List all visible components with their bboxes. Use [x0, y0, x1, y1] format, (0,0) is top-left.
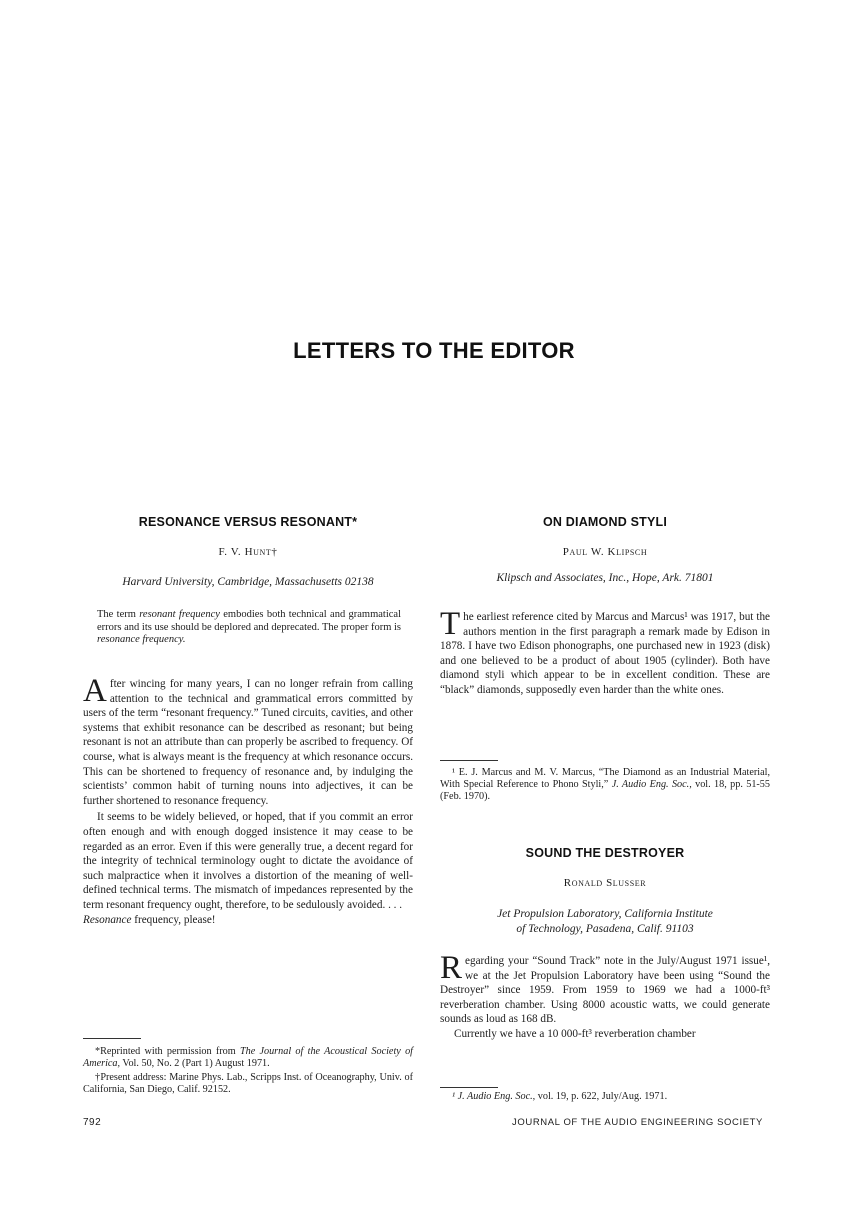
paragraph: Currently we have a 10 000-ft³ reverberation chamber [454, 1027, 696, 1040]
paragraph [440, 950, 770, 1027]
article-affiliation [440, 907, 770, 937]
footnote-text: *Reprinted with permission from [95, 1046, 240, 1057]
paragraph [83, 673, 413, 808]
journal-name: JOURNAL OF THE AUDIO ENGINEERING SOCIETY [512, 1117, 763, 1128]
footnote-rule [83, 1038, 141, 1039]
page-heading: LETTERS TO THE EDITOR [293, 338, 575, 363]
article-body [440, 606, 770, 698]
abstract-text: embodies both technical and grammatical errors and its use should be deplored and deprecated. The proper form is [97, 609, 401, 633]
article-title: RESONANCE VERSUS RESONANT* [138, 515, 358, 529]
article-body [83, 673, 413, 927]
footnote-emphasis: J. Audio Eng. Soc., [611, 779, 692, 790]
footnote-emphasis: The Journal of the Acoustical Society of America, [83, 1046, 413, 1069]
footnote-emphasis: ¹ J. Audio Eng. Soc., [452, 1091, 536, 1102]
article-title: ON DIAMOND STYLI [542, 515, 668, 529]
affiliation-line: of Technology, Pasadena, Calif. 91103 [516, 923, 694, 935]
footnote-text: Vol. 50, No. 2 (Part 1) August 1971. [120, 1058, 270, 1069]
page-number: 792 [83, 1117, 102, 1128]
article-author: Ronald Slusser [563, 877, 647, 889]
paragraph [83, 810, 413, 927]
paragraph-text: frequency, please! [131, 913, 216, 926]
footnote [440, 1091, 770, 1103]
abstract-emphasis: resonance frequency. [97, 634, 186, 645]
paragraph-text: egarding your “Sound Track” note in the July/August 1971 issue¹, we at the Jet Propulsion Laboratory have been using “Sound the Destroyer” since 1959. From 1959 to 1969 we had a 1000-ft³ reverberation chamber. Using 8000 acoustic watts, we could generate sounds as loud as 168 dB. [440, 955, 770, 1026]
footnote-rule [440, 760, 498, 761]
article-author: Paul W. Klipsch [562, 546, 648, 558]
article-body [440, 950, 770, 1042]
footnotes [440, 767, 770, 803]
article-abstract [97, 609, 401, 647]
paragraph [440, 606, 770, 698]
article-affiliation: Klipsch and Associates, Inc., Hope, Ark. 71801 [496, 572, 714, 584]
paragraph-text: he earliest reference cited by Marcus and Marcus¹ was 1917, but the authors mention in the first paragraph a remark made by Edison in 1878. I have two Edison phonographs, one purchased new in 1923 (disk) and one believed to be a product of about 1905 (cylinder). Both have diamond styli which appear to be in excellent condition. These are “black” diamonds, supposedly even harder than the white ones. [440, 611, 770, 696]
footnote: †Present address: Marine Phys. Lab., Scripps Inst. of Oceanography, Univ. of California, San Diego, Calif. 92152. [83, 1072, 413, 1095]
affiliation-line: Jet Propulsion Laboratory, California Institute [497, 908, 713, 920]
drop-cap: A [83, 673, 107, 709]
footnote [440, 767, 770, 803]
footnote-text: ¹ E. J. Marcus and M. V. Marcus, “The Diamond as an Industrial Material, With Special Reference to Phono Styli,” [440, 767, 770, 790]
footnote-text: vol. 19, p. 622, July/Aug. 1971. [535, 1091, 668, 1102]
footnote-text: vol. 18, pp. 51-55 (Feb. 1970). [440, 779, 770, 802]
article-affiliation: Harvard University, Cambridge, Massachusetts 02138 [122, 576, 374, 588]
footnote-rule [440, 1087, 498, 1088]
footnote [83, 1046, 413, 1070]
drop-cap: T [440, 606, 461, 642]
paragraph-text: It seems to be widely believed, or hoped, that if you commit an error often enough and with enough dogged insistence it may cease to be regarded as an error. Even if this were generally true, a decent regard for the integrity of technical terminology ought to dictate the avoidance of such malpractice when it involves a distortion of the meaning of well-defined technical terms. The mismatch of impedances represented by the term resonant frequency ought, therefore, to be sedulously avoided. . . . [83, 811, 413, 911]
emphasis: Resonance [83, 913, 132, 926]
abstract-text: The term [97, 609, 140, 620]
abstract-emphasis: resonant frequency [139, 609, 220, 620]
article-title: SOUND THE DESTROYER [525, 846, 685, 860]
article-author: F. V. Hunt† [218, 546, 278, 558]
footnotes [440, 1091, 770, 1103]
footnotes [83, 1046, 413, 1096]
paragraph-text: fter wincing for many years, I can no longer refrain from calling attention to the technical and grammatical errors committed by users of the term “resonant frequency.” Tuned circuits, cavities, and other systems that exhibit resonance can be described as resonant; but being resonant is not an attribute than can properly be ascribed to frequency. Of course, what is always meant is the frequency at which resonance occurs. This can be shortened to frequency of resonance and, by indulging the scientists’ common habit of turning nouns into adjectives, it can be further shortened to resonance frequency. [83, 678, 413, 807]
drop-cap: R [440, 950, 463, 986]
